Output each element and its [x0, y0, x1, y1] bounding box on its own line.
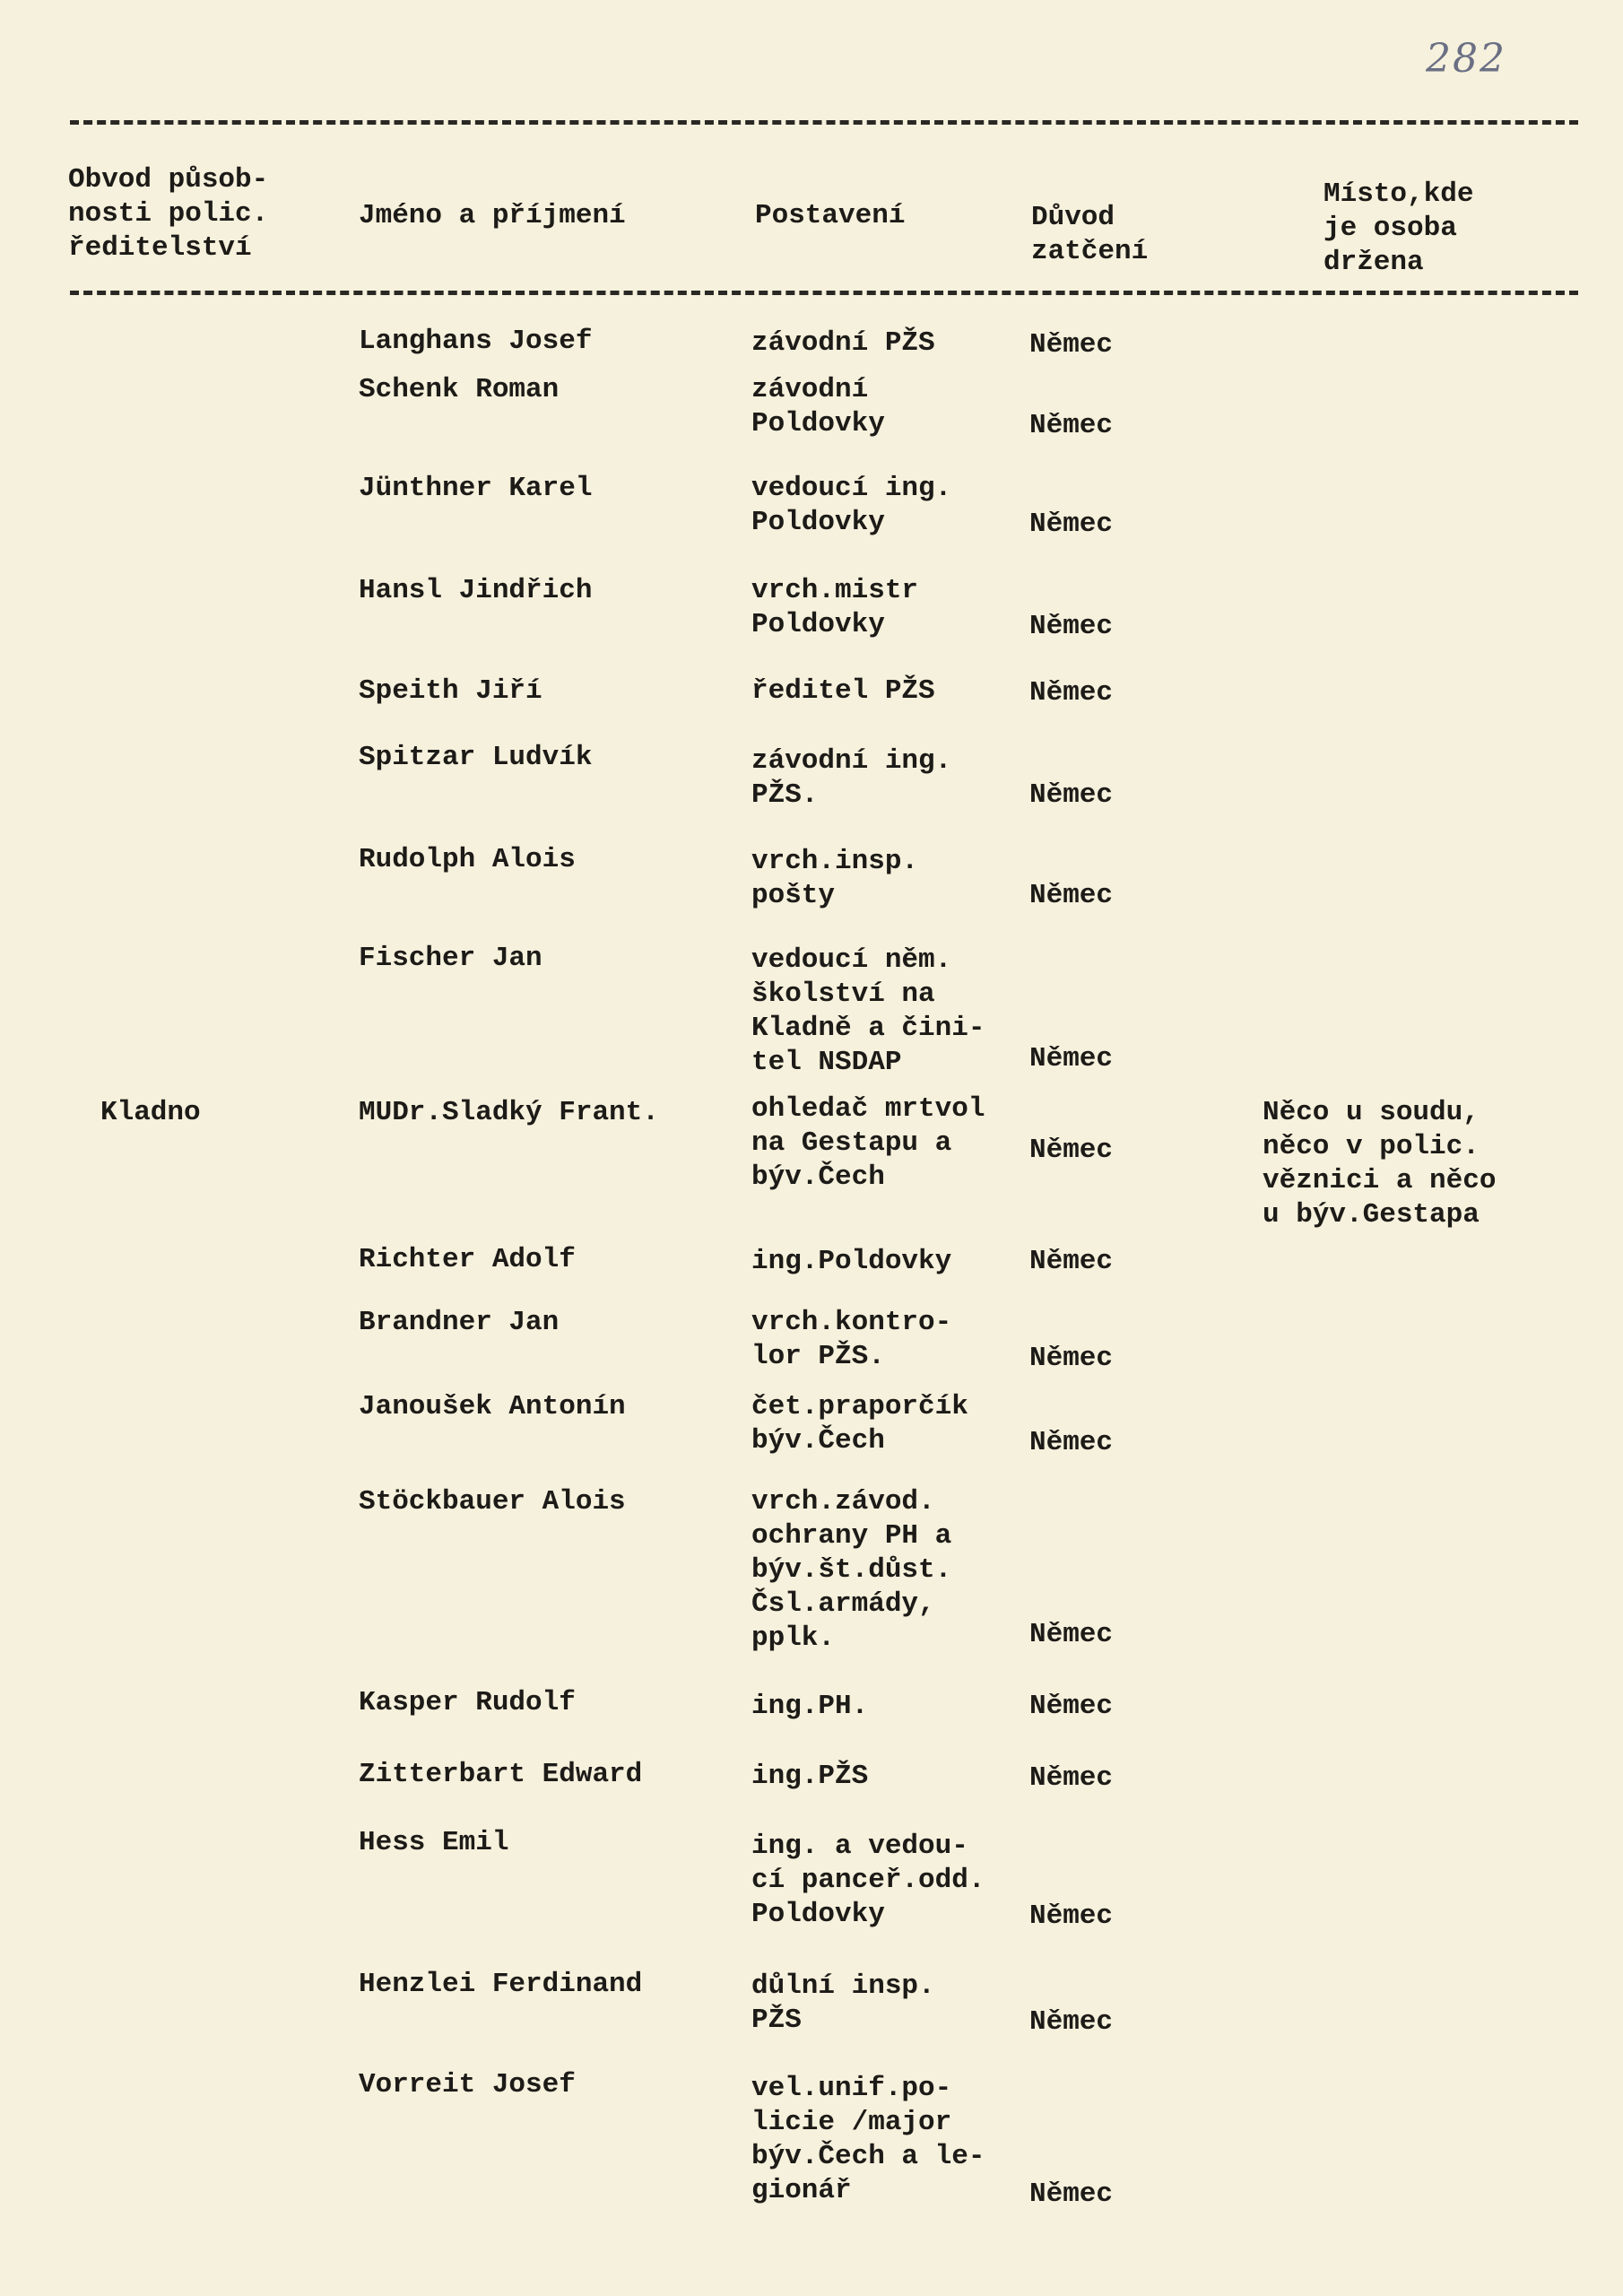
row-reason: Němec — [1029, 1762, 1114, 1794]
row-reason: Němec — [1029, 1343, 1114, 1374]
header-position: Postavení — [755, 200, 906, 231]
row-position: ředitel PŽS — [751, 675, 935, 707]
row-name: Richter Adolf — [359, 1244, 576, 1275]
row-position: ing. a vedou- cí panceř.odd. Poldovky — [751, 1831, 985, 1930]
row-position: ing.PŽS — [751, 1761, 869, 1792]
header-name: Jméno a příjmení — [359, 200, 626, 231]
row-position: závodní ing. PŽS. — [751, 745, 952, 811]
row-name: Hansl Jindřich — [359, 575, 593, 606]
row-position: vedoucí ing. Poldovky — [751, 473, 952, 538]
row-reason: Němec — [1029, 1246, 1114, 1277]
header-top-rule — [70, 120, 1578, 125]
row-position: důlní insp. PŽS — [751, 1970, 935, 2036]
row-position: vel.unif.po- licie /major býv.Čech a le- gionář — [751, 2073, 985, 2206]
row-reason: Němec — [1029, 2006, 1114, 2038]
row-position: vrch.insp. pošty — [751, 846, 919, 911]
row-reason: Němec — [1029, 329, 1114, 361]
row-reason: Němec — [1029, 880, 1114, 911]
row-reason: Němec — [1029, 1691, 1114, 1722]
header-bottom-rule — [70, 291, 1578, 295]
row-reason: Němec — [1029, 1900, 1114, 1932]
row-reason: Němec — [1029, 1135, 1114, 1166]
page-number: 282 — [1426, 36, 1506, 82]
row-position: vrch.závod. ochrany PH a býv.št.důst. Čsl.armády, pplk. — [751, 1486, 952, 1654]
row-position: ing.Poldovky — [751, 1246, 952, 1277]
place-value: Něco u soudu, něco v polic. věznici a něco u býv.Gestapa — [1263, 1097, 1497, 1231]
row-reason: Němec — [1029, 1043, 1114, 1074]
row-name: Kasper Rudolf — [359, 1687, 576, 1718]
row-name: Brandner Jan — [359, 1307, 560, 1338]
row-name: Langhans Josef — [359, 326, 593, 357]
row-position: ing.PH. — [751, 1691, 869, 1722]
header-place: Místo,kde je osoba držena — [1324, 178, 1474, 278]
row-position: vrch.mistr Poldovky — [751, 575, 919, 640]
row-name: Janoušek Antonín — [359, 1391, 626, 1422]
row-name: Spitzar Ludvík — [359, 742, 593, 773]
row-name: Zitterbart Edward — [359, 1759, 643, 1790]
row-reason: Němec — [1029, 410, 1114, 441]
row-position: vedoucí něm. školství na Kladně a čini- tel NSDAP — [751, 944, 985, 1078]
row-reason: Němec — [1029, 2179, 1114, 2210]
row-name: Henzlei Ferdinand — [359, 1969, 643, 2000]
row-name: Stöckbauer Alois — [359, 1486, 626, 1518]
district-value: Kladno — [100, 1097, 201, 1128]
row-reason: Němec — [1029, 779, 1114, 811]
row-reason: Němec — [1029, 509, 1114, 540]
row-position: vrch.kontro- lor PŽS. — [751, 1307, 952, 1372]
row-reason: Němec — [1029, 611, 1114, 642]
row-position: čet.praporčík býv.Čech — [751, 1391, 968, 1457]
row-name: Vorreit Josef — [359, 2069, 576, 2100]
header-reason: Důvod zatčení — [1031, 202, 1149, 267]
row-reason: Němec — [1029, 677, 1114, 709]
row-reason: Němec — [1029, 1427, 1114, 1458]
row-name: Schenk Roman — [359, 374, 560, 405]
row-position: závodní Poldovky — [751, 374, 885, 439]
row-name: Rudolph Alois — [359, 844, 576, 875]
row-name: Jünthner Karel — [359, 473, 593, 504]
row-name: Fischer Jan — [359, 943, 542, 974]
row-reason: Němec — [1029, 1619, 1114, 1650]
row-name: MUDr.Sladký Frant. — [359, 1097, 659, 1128]
row-position: ohledač mrtvol na Gestapu a býv.Čech — [751, 1093, 985, 1193]
row-name: Hess Emil — [359, 1827, 509, 1858]
header-district: Obvod působ- nosti polic. ředitelství — [68, 164, 269, 264]
row-position: závodní PŽS — [751, 327, 935, 359]
row-name: Speith Jiří — [359, 675, 542, 707]
